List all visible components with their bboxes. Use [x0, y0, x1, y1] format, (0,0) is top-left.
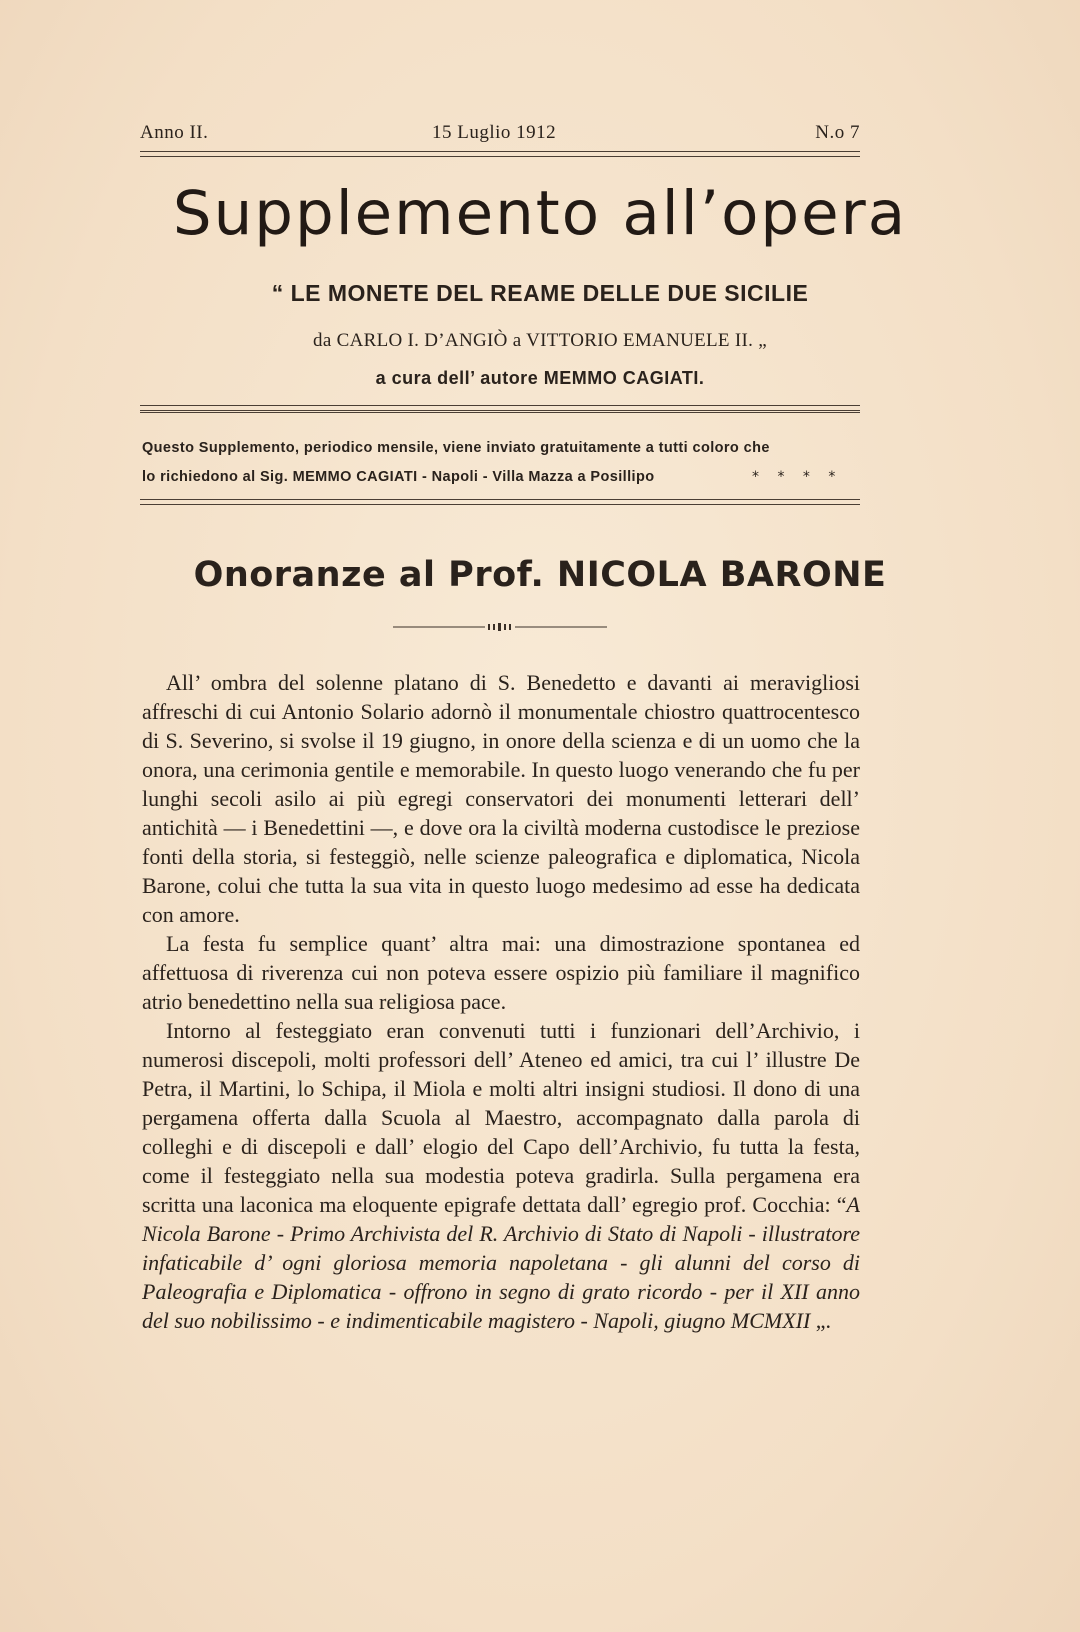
heading-ornament	[393, 623, 607, 631]
article-body	[142, 668, 860, 1335]
issue-number: N.o 7	[815, 122, 860, 143]
paragraph-1: All’ ombra del solenne platano di S. Benedetto e davanti ai meravigliosi affreschi di cui Antonio Solario adornò il monumentale chiostro quattrocentesco di S. Severino, si svolse il 19 giugno, in onore della scienza e di un uomo che la onora, una cerimonia gentile e memorabile. In questo luogo venerando che fu per lunghi secoli asilo ai più egregi conservatori dei monumenti letterari dell’ antichità — i Benedettini —, e dove ora la civiltà moderna custodisce le preziose fonti della storia, si festeggiò, nelle scienze paleografica e diplomatica, Nicola Barone, colui che tutta la sua vita in questo luogo medesimo ad esse ha dedicata con amore.	[142, 670, 860, 927]
page-title: Supplemento all’opera	[172, 178, 908, 249]
article-heading: Onoranze al Prof. NICOLA BARONE	[193, 555, 887, 595]
masthead	[140, 122, 860, 148]
paragraph-3-text: Intorno al festeggiato eran convenuti tutti i funzionari dell’Archivio, i numerosi discepoli, molti professori dell’ Ateneo ed amici, tra cui l’ illustre De Petra, il Martini, lo Schipa, il Miola e molti altri insigni studiosi. Il dono di una pergamena offerta dalla Scuola al Maestro, accompagnato dalla parola di colleghi e di discepoli e dall’ elogio del Capo dell’Archivio, fu tutta la festa, come il festeggiato nella sua modestia poteva gradirla. Sulla pergamena era scritta una laconica ma eloquente epigrafe dettata dall’ egregio prof. Cocchia: “	[142, 1018, 860, 1217]
paragraph-2: La festa fu semplice quant’ altra mai: una dimostrazione spontanea ed affettuosa di riverenza cui non poteva essere ospizio più familiare il magnifico atrio benedettino nella sua religiosa pace.	[142, 931, 860, 1014]
subtitle-range: da CARLO I. D’ANGIÒ a VITTORIO EMANUELE II. „	[313, 330, 767, 351]
notice-top-rule	[140, 405, 860, 411]
notice-bottom-rule	[140, 499, 860, 505]
epigraph: A Nicola Barone - Primo Archivista del R. Archivio di Stato di Napoli - illustratore infaticabile d’ ogni gloriosa memoria napoletana - gli alunni del corso di Paleografia e Diplomatica - offrono in segno di grato ricordo - per il XII anno del suo nobilissimo - e indimenticabile magistero - Napoli, giugno MCMXII	[142, 1192, 860, 1333]
notice-line-1: Questo Supplemento, periodico mensile, viene inviato gratuitamente a tutti coloro che	[142, 440, 770, 456]
star-ornaments: * * * *	[752, 469, 836, 485]
paragraph-3	[142, 1016, 860, 1335]
masthead-rule	[140, 151, 860, 157]
issue-date: 15 Luglio 1912	[432, 122, 557, 143]
subtitle-work: “ LE MONETE DEL REAME DELLE DUE SICILIE	[271, 280, 809, 306]
notice-line-2: lo richiedono al Sig. MEMMO CAGIATI - Napoli - Villa Mazza a Posillipo	[142, 469, 655, 485]
notice-top-rule-thin	[140, 412, 860, 413]
issue-year: Anno II.	[140, 122, 209, 143]
subtitle-author: a cura dell’ autore MEMMO CAGIATI.	[375, 368, 705, 388]
epigraph-close: „.	[810, 1308, 832, 1333]
